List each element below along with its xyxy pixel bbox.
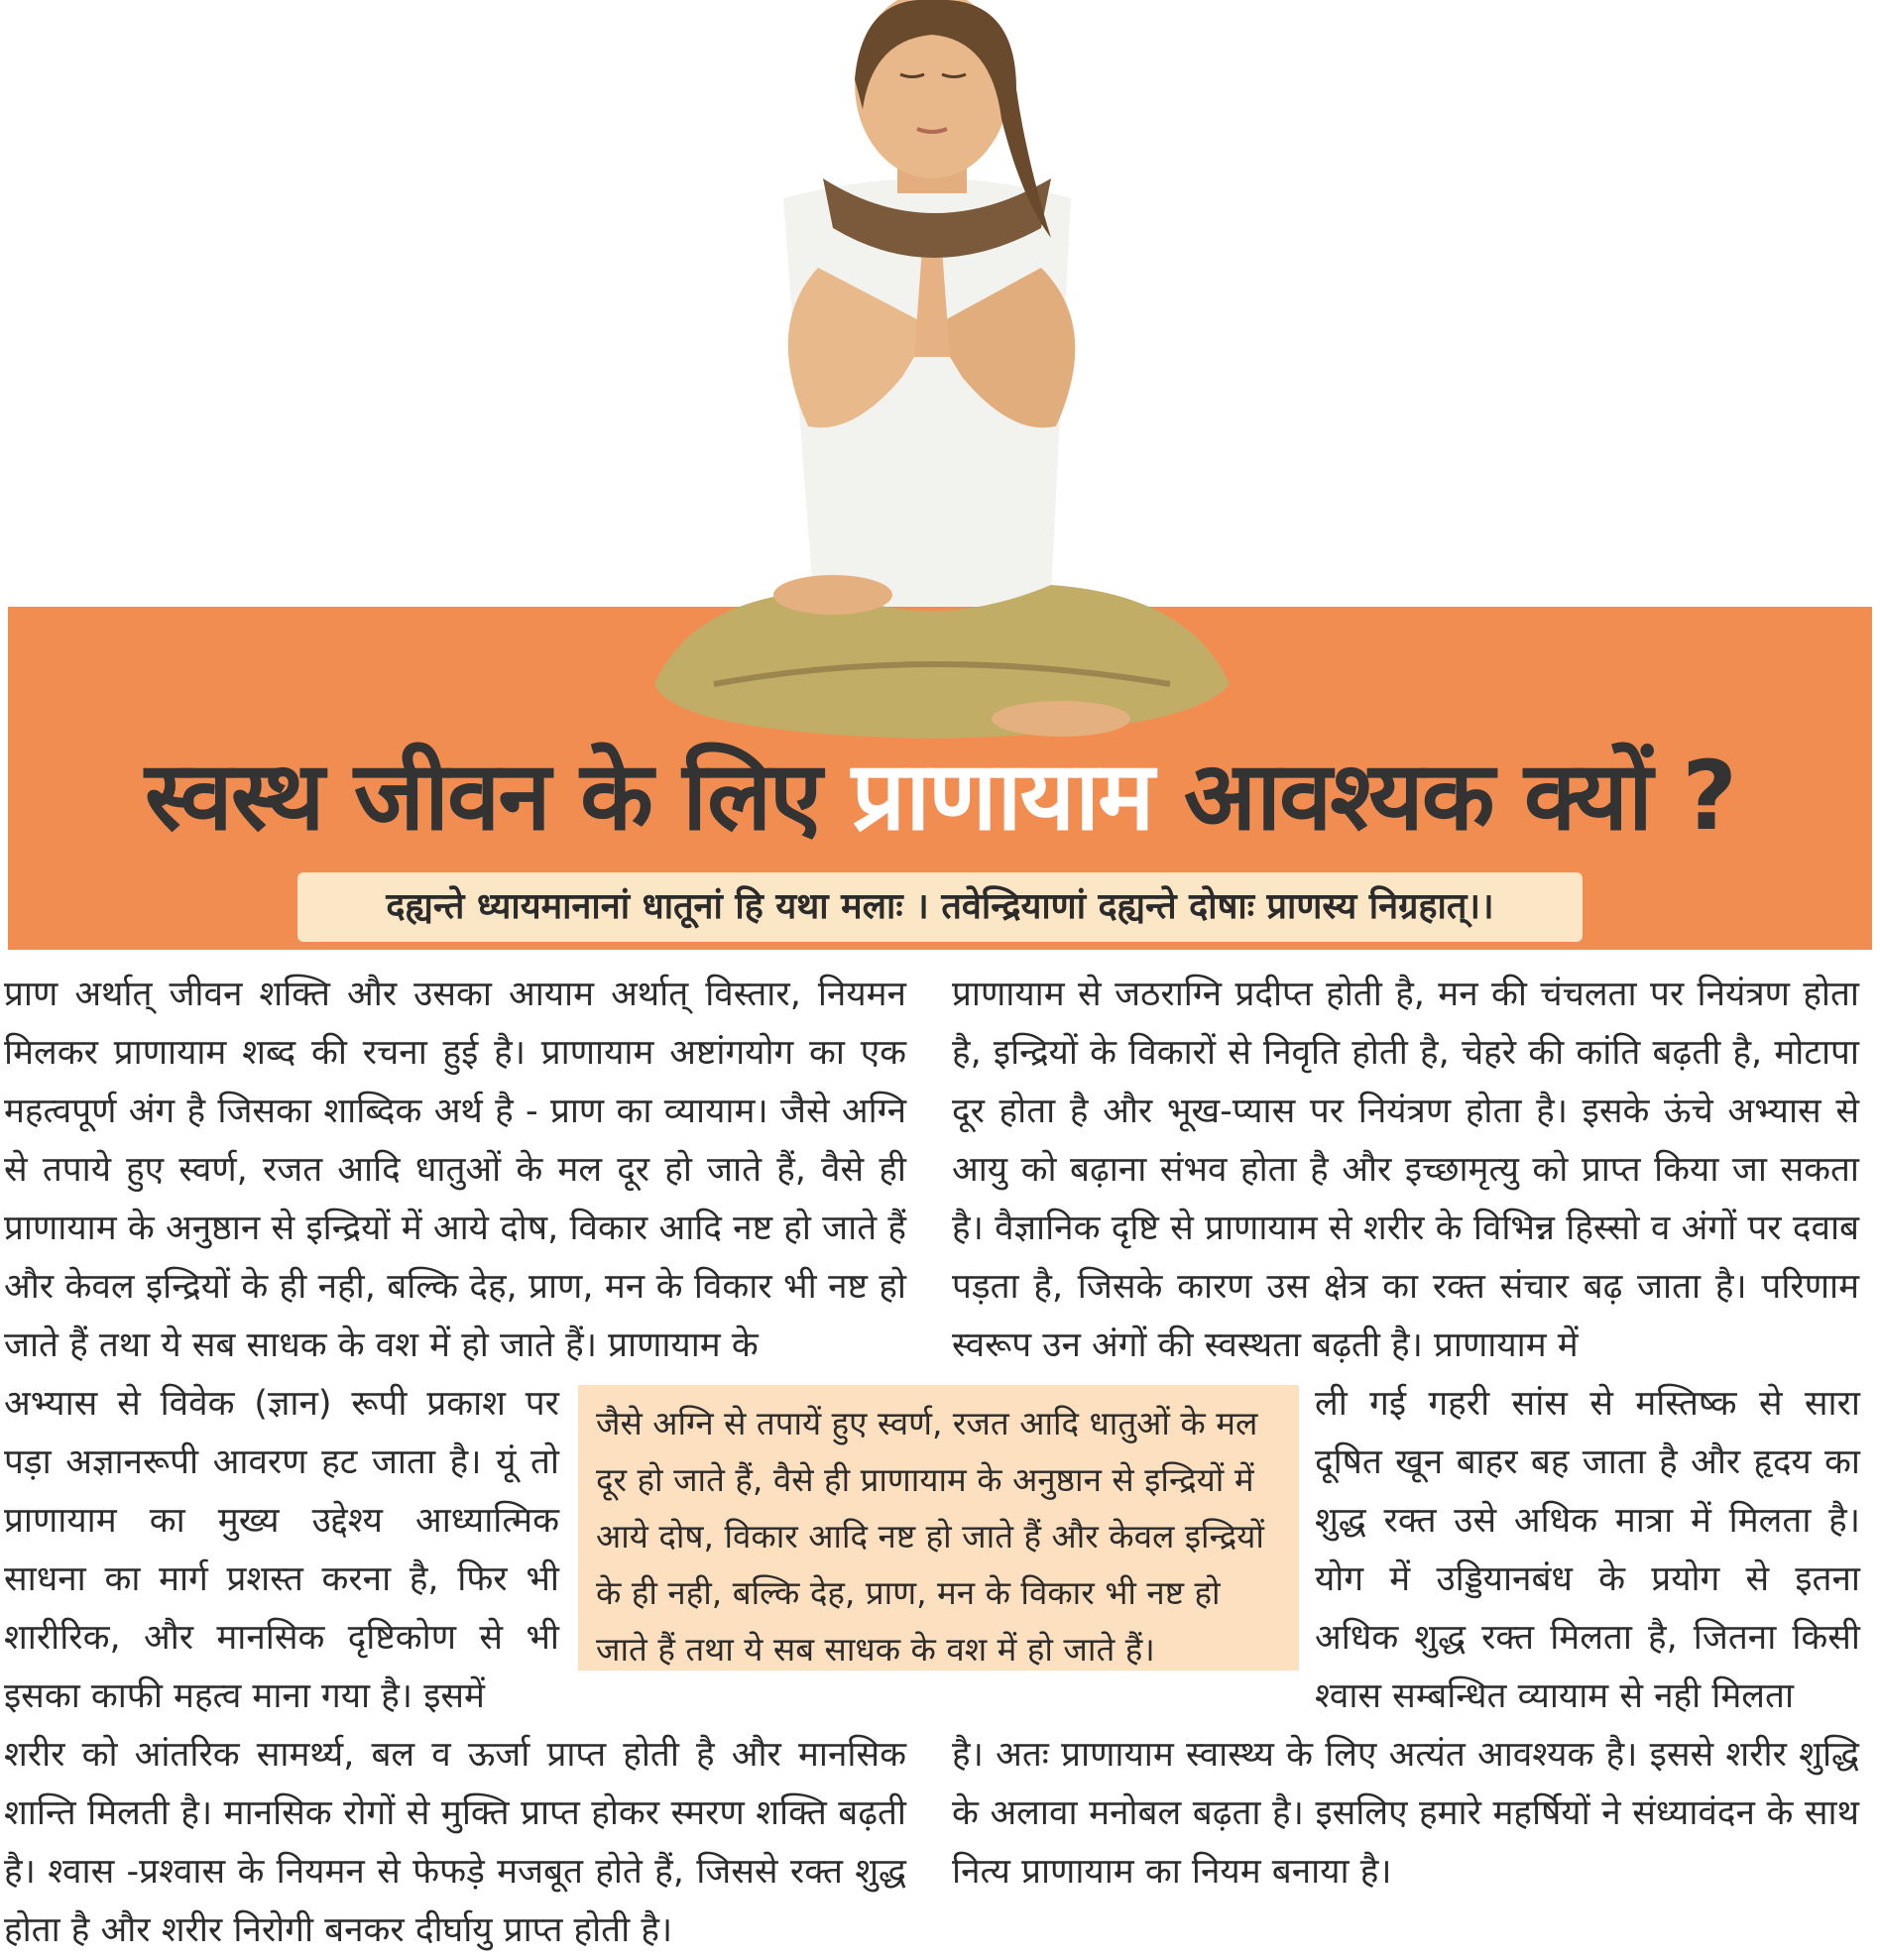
pull-quote: जैसे अग्नि से तपायें हुए स्वर्ण, रजत आदि धातुओं के मल दूर हो जाते हैं, वैसे ही प्राणायाम के अनुष्ठान से इन्द्रियों में आये दोष, विकार आदि नष्ट हो जाते हैं और केवल इन्द्रियों के ही नही, बल्कि देह, प्राण, मन के विकार भी नष्ट हो जाते हैं तथा ये सब साधक के वश में हो जाते हैं। (578, 1385, 1299, 1671)
title-highlight: प्राणायाम (851, 741, 1153, 852)
page-title (0, 742, 1880, 851)
column-2-top (952, 966, 1859, 1375)
title-part-1: स्वस्थ जीवन के लिए (145, 741, 852, 852)
article-paragraph: प्राणायाम से जठराग्नि प्रदीप्त होती है, मन की चंचलता पर नियंत्रण होता है, इन्द्रियों के विकारों से निवृति होती है, चेहरे की कांति बढ़ती है, मोटापा दूर होता है और भूख-प्यास पर नियंत्रण होता है। इसके ऊंचे अभ्यास से आयु को बढ़ाना संभव होता है और इच्छामृत्यु को प्राप्त किया जा सकता है। वैज्ञानिक दृष्टि से प्राणायाम से शरीर के विभिन्न हिस्सो व अंगों पर दवाब पड़ता है, जिसके कारण उस क्षेत्र का रक्त संचार बढ़ जाता है। परिणाम स्वरूप उन अंगों की स्वस्थता बढ़ती है। प्राणायाम में (952, 975, 1859, 1365)
column-1-top (4, 966, 906, 1375)
crossed-legs-image (635, 0, 1239, 749)
column-1-middle (4, 1375, 559, 1726)
article-paragraph: है। अतः प्राणायाम स्वास्थ्य के लिए अत्यंत आवश्यक है। इससे शरीर शुद्धि के अलावा मनोबल बढ़ता है। इसलिए हमारे महर्षियों ने संध्यावंदन के साथ नित्य प्राणायाम का नियम बनाया है। (952, 1735, 1859, 1892)
column-2-middle (1315, 1375, 1860, 1726)
article-paragraph: अभ्यास से विवेक (ज्ञान) रूपी प्रकाश पर पड़ा अज्ञानरूपी आवरण हट जाता है। यूं तो प्राणायाम का मुख्य उद्देश्य आध्यात्मिक साधना का मार्ग प्रशस्त करना है, फिर भी शारीरिक, और मानसिक दृष्टिकोण से भी इसका काफी महत्व माना गया है। इसमें (4, 1384, 559, 1716)
column-2-bottom (952, 1726, 1859, 1902)
article-paragraph: ली गई गहरी सांस से मस्तिष्क से सारा दूषित खून बाहर बह जाता है और हृदय का शुद्ध रक्त उसे अधिक मात्रा में मिलता है। योग में उड्डियानबंध के प्रयोग से इतना अधिक शुद्ध रक्त मिलता है, जितना किसी श्वास सम्बन्धित व्यायाम से नही मिलता (1315, 1384, 1860, 1716)
title-part-2: आवश्यक क्यों ? (1152, 741, 1735, 852)
shloka-quote: दह्यन्ते ध्यायमानानां धातूनां हि यथा मलाः । तवेन्द्रियाणां दह्यन्ते दोषाः प्राणस्य निग्रहात्।। (297, 872, 1583, 942)
column-1-bottom (4, 1726, 906, 1960)
article-paragraph: शरीर को आंतरिक सामर्थ्य, बल व ऊर्जा प्राप्त होती है और मानसिक शान्ति मिलती है। मानसिक रोगों से मुक्ति प्राप्त होकर स्मरण शक्ति बढ़ती है। श्वास -प्रश्वास के नियमन से फेफड़े मजबूत होते हैं, जिससे रक्त शुद्ध होता है और शरीर निरोगी बनकर दीर्घायु प्राप्त होती है। (4, 1735, 906, 1950)
article-paragraph: प्राण अर्थात् जीवन शक्ति और उसका आयाम अर्थात् विस्तार, नियमन मिलकर प्राणायाम शब्द की रचना हुई है। प्राणायाम अष्टांगयोग का एक महत्वपूर्ण अंग है जिसका शाब्दिक अर्थ है - प्राण का व्यायाम। जैसे अग्नि से तपाये हुए स्वर्ण, रजत आदि धातुओं के मल दूर हो जाते हैं, वैसे ही प्राणायाम के अनुष्ठान से इन्द्रियों में आये दोष, विकार आदि नष्ट हो जाते हैं और केवल इन्द्रियों के ही नही, बल्कि देह, प्राण, मन के विकार भी नष्ट हो जाते हैं तथा ये सब साधक के वश में हो जाते हैं। प्राणायाम के (4, 975, 906, 1365)
